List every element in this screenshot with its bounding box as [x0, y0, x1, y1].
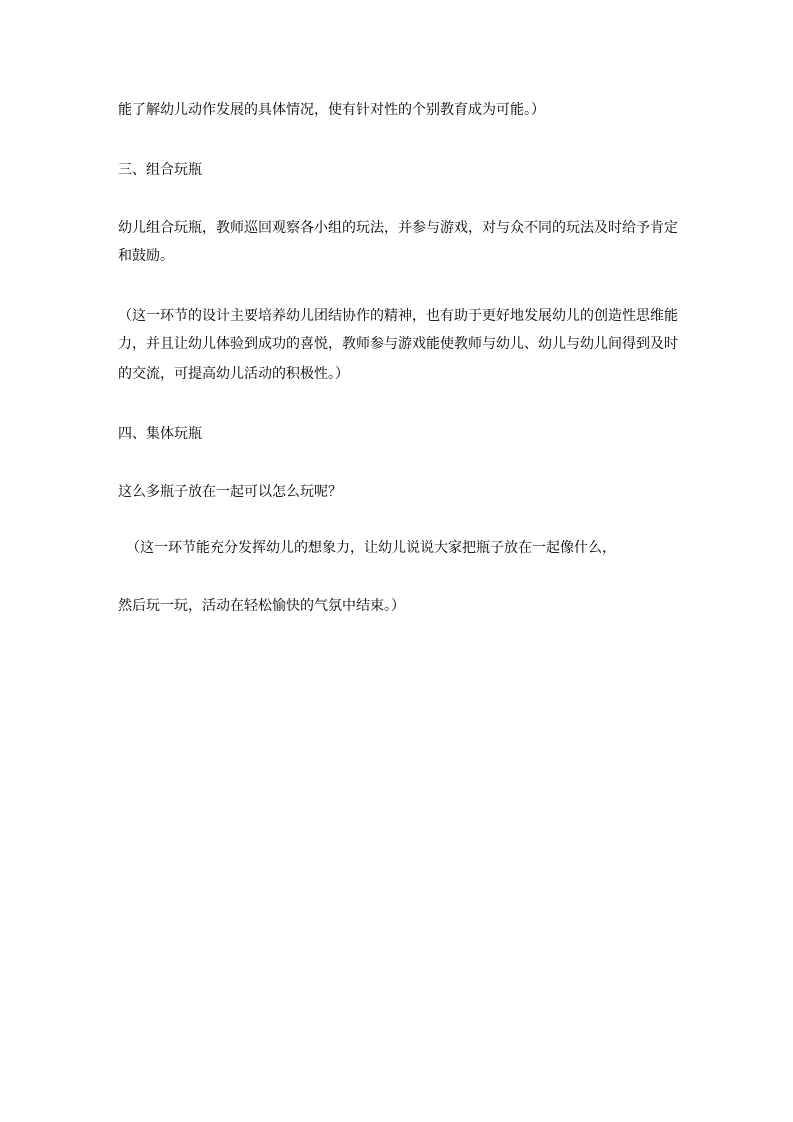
- paragraph-line-8: （这一环节能充分发挥幼儿的想象力，让幼儿说说大家把瓶子放在一起像什么，: [126, 540, 616, 556]
- paragraph-line-9: 然后玩一玩，活动在轻松愉快的气氛中结束。）: [118, 598, 405, 614]
- paragraph-line-6: 的交流，可提高幼儿活动的积极性。）: [118, 366, 349, 382]
- paragraph-line-4: （这一环节的设计主要培养幼儿团结协作的精神，也有助于更好地发展幼儿的创造性思维能: [118, 308, 678, 324]
- paragraph-line-2: 幼儿组合玩瓶，教师巡回观察各小组的玩法，并参与游戏，对与众不同的玩法及时给予肯定: [118, 220, 678, 236]
- paragraph-line-5: 力，并且让幼儿体验到成功的喜悦，教师参与游戏能使教师与幼儿、幼儿与幼儿间得到及时: [118, 336, 678, 352]
- paragraph-line-7: 这么多瓶子放在一起可以怎么玩呢？: [118, 484, 342, 500]
- paragraph-line-3: 和鼓励。: [118, 248, 174, 264]
- section-heading-4: 四、集体玩瓶: [118, 426, 202, 442]
- paragraph-line-1: 能了解幼儿动作发展的具体情况，使有针对性的个别教育成为可能。）: [118, 102, 545, 118]
- section-heading-3: 三、组合玩瓶: [118, 162, 202, 178]
